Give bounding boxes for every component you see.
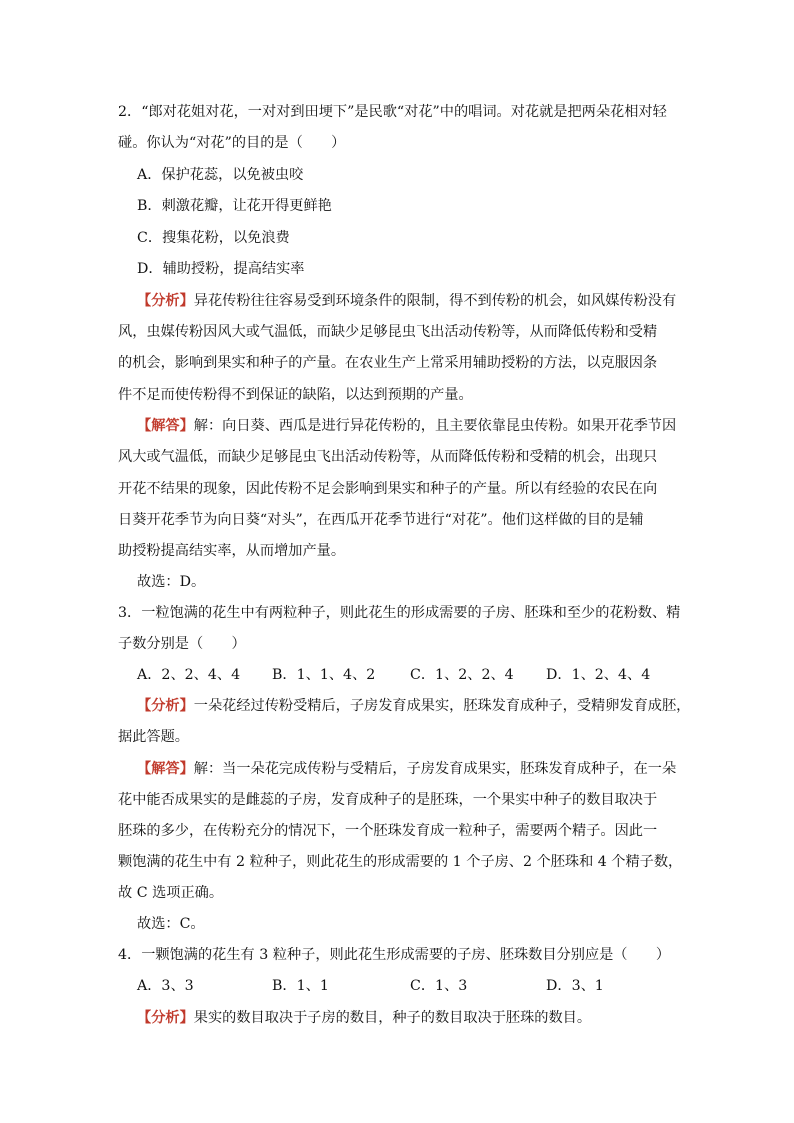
q3-answer-line-3: 胚珠的多少，在传粉充分的情况下，一个胚珠发育成一粒种子，需要两个精子。因此一 bbox=[118, 823, 658, 839]
q2-analysis-line-1 bbox=[137, 291, 676, 311]
q3-option-d: D．1、2、4、4 bbox=[546, 667, 651, 683]
q4-option-b: B．1、1 bbox=[272, 978, 329, 994]
q3-analysis-line-1 bbox=[137, 696, 690, 716]
q2-answer-line-4: 日葵开花季节为向日葵“对头”，在西瓜开花季节进行“对花”。他们这样做的目的是辅 bbox=[118, 512, 644, 528]
q2-analysis-text: 异花传粉往往容易受到环境条件的限制，得不到传粉的机会，如风媒传粉没有 bbox=[193, 293, 677, 309]
q2-answer-line-3: 开花不结果的现象，因此传粉不足会影响到果实和种子的产量。所以有经验的农民在向 bbox=[118, 481, 658, 497]
q2-stem-line-1: 2．“郎对花姐对花，一对对到田埂下”是民歌“对花”中的唱词。对花就是把两朵花相对轻 bbox=[118, 104, 667, 120]
q4-stem-line-1: 4．一颗饱满的花生有 3 粒种子，则此花生形成需要的子房、胚珠数目分别应是（ ） bbox=[118, 947, 671, 963]
q3-choice: 故选：C。 bbox=[137, 916, 205, 932]
q3-option-b: B．1、1、4、2 bbox=[272, 667, 376, 683]
q4-option-d: D．3、1 bbox=[546, 978, 604, 994]
q2-answer-line-2: 风大或气温低，而缺少足够昆虫飞出活动传粉等，从而降低传粉和受精的机会，出现只 bbox=[118, 449, 658, 465]
q4-analysis-text: 果实的数目取决于子房的数目，种子的数目取决于胚珠的数目。 bbox=[193, 1010, 592, 1026]
q3-option-a: A．2、2、4、4 bbox=[137, 667, 241, 683]
q2-analysis-line-3: 的机会，影响到果实和种子的产量。在农业生产上常采用辅助授粉的方法，以克服因条 bbox=[118, 355, 658, 371]
q3-analysis-text: 一朵花经过传粉受精后，子房发育成果实，胚珠发育成种子，受精卵发育成胚， bbox=[193, 698, 691, 714]
q4-analysis-line-1 bbox=[137, 1008, 591, 1028]
answer-tag: 【解答】 bbox=[137, 761, 194, 777]
q2-option-d: D．辅助授粉，提高结实率 bbox=[137, 261, 305, 277]
q2-option-b: B．刺激花瓣，让花开得更鲜艳 bbox=[137, 198, 332, 214]
q3-answer-line-4: 颗饱满的花生中有 2 粒种子，则此花生的形成需要的 1 个子房、2 个胚珠和 4 个精子数， bbox=[118, 854, 683, 870]
q2-answer-line-1 bbox=[137, 416, 676, 436]
analysis-tag: 【分析】 bbox=[137, 293, 194, 309]
q3-stem-line-2: 子数分别是（ ） bbox=[118, 636, 246, 652]
q4-option-c: C．1、3 bbox=[410, 978, 468, 994]
q3-analysis-line-2: 据此答题。 bbox=[118, 729, 189, 745]
q4-option-a: A．3、3 bbox=[137, 978, 194, 994]
q2-answer-line-5: 助授粉提高结实率，从而增加产量。 bbox=[118, 543, 346, 559]
q3-answer-line-1 bbox=[137, 759, 676, 779]
q2-option-a: A．保护花蕊，以免被虫咬 bbox=[137, 167, 304, 183]
q3-stem-line-1: 3．一粒饱满的花生中有两粒种子，则此花生的形成需要的子房、胚珠和至少的花粉数、精 bbox=[118, 605, 681, 621]
q3-answer-text: 解：当一朵花完成传粉与受精后，子房发育成果实，胚珠发育成种子，在一朵 bbox=[193, 761, 677, 777]
q3-answer-line-5: 故 C 选项正确。 bbox=[118, 885, 224, 901]
q2-option-c: C．搜集花粉，以免浪费 bbox=[137, 230, 290, 246]
q2-analysis-line-2: 风，虫媒传粉因风大或气温低，而缺少足够昆虫飞出活动传粉等，从而降低传粉和受精 bbox=[118, 324, 658, 340]
q2-analysis-line-4: 件不足而使传粉得不到保证的缺陷，以达到预期的产量。 bbox=[118, 387, 473, 403]
q2-stem-line-2: 碰。你认为“对花”的目的是（ ） bbox=[118, 135, 346, 151]
answer-tag: 【解答】 bbox=[137, 418, 194, 434]
q2-answer-text: 解：向日葵、西瓜是进行异花传粉的，且主要依靠昆虫传粉。如果开花季节因 bbox=[193, 418, 677, 434]
q3-answer-line-2: 花中能否成果实的是雌蕊的子房，发育成种子的是胚珠，一个果实中种子的数目取决于 bbox=[118, 792, 658, 808]
analysis-tag: 【分析】 bbox=[137, 698, 194, 714]
analysis-tag: 【分析】 bbox=[137, 1010, 194, 1026]
q3-option-c: C．1、2、2、4 bbox=[410, 667, 514, 683]
q2-choice: 故选：D。 bbox=[137, 574, 206, 590]
